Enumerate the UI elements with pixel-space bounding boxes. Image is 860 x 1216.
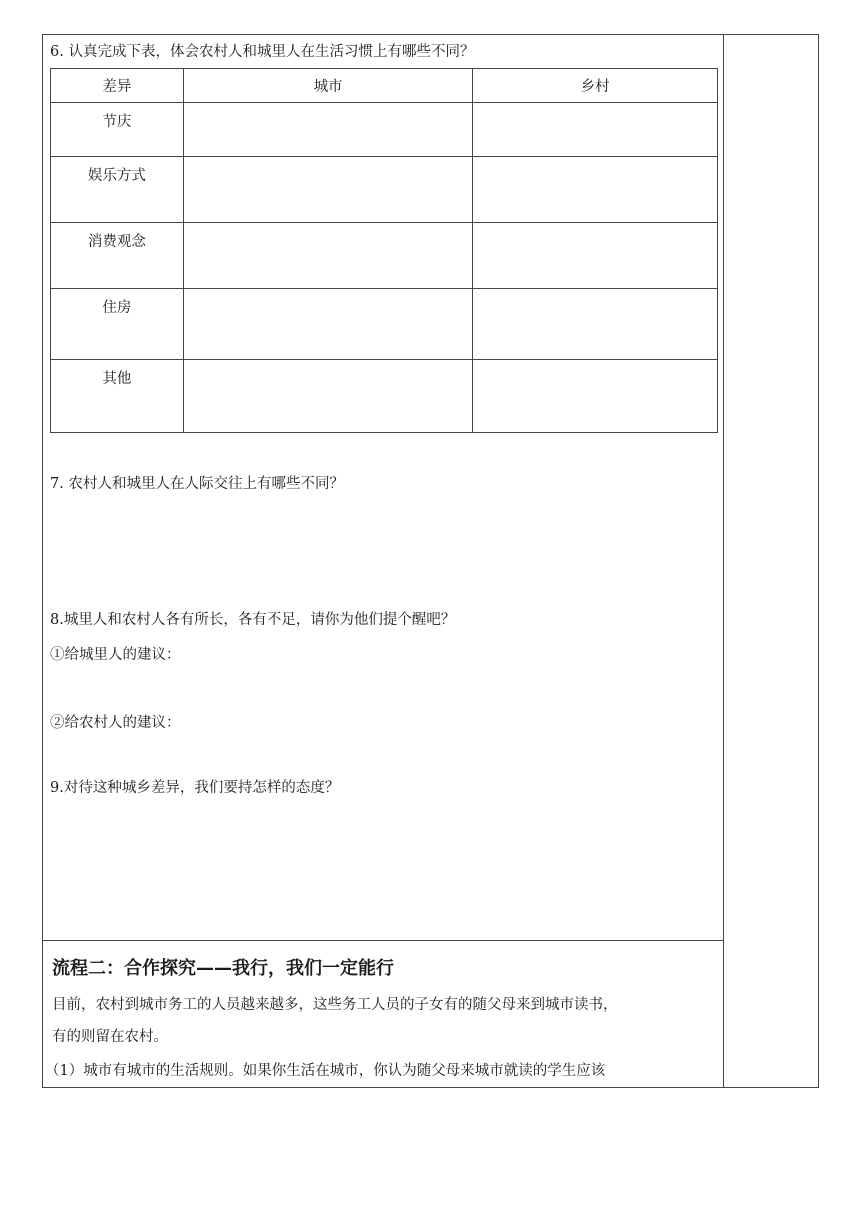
answer-cell-countryside[interactable] xyxy=(473,289,718,360)
table-header-row xyxy=(51,69,718,103)
answer-cell-countryside[interactable] xyxy=(473,360,718,433)
section-divider xyxy=(42,940,724,941)
table-row xyxy=(51,223,718,289)
row-label-consumption: 消费观念 xyxy=(51,223,184,289)
answer-cell-city[interactable] xyxy=(183,289,473,360)
table-row xyxy=(51,360,718,433)
answer-cell-countryside[interactable] xyxy=(473,103,718,157)
question-6: 6. 认真完成下表，体会农村人和城里人在生活习惯上有哪些不同？ xyxy=(50,44,475,60)
row-label-other: 其他 xyxy=(51,360,184,433)
notes-column-divider xyxy=(723,34,724,1088)
header-difference: 差异 xyxy=(51,69,184,103)
section-question-1: （1）城市有城市的生活规则。如果你生活在城市，你认为随父母来城市就读的学生应该 xyxy=(45,1063,606,1079)
question-9: 9.对待这种城乡差异，我们要持怎样的态度？ xyxy=(50,780,340,796)
table-row xyxy=(51,289,718,360)
answer-cell-city[interactable] xyxy=(183,103,473,157)
answer-cell-countryside[interactable] xyxy=(473,157,718,223)
answer-cell-city[interactable] xyxy=(183,360,473,433)
header-city: 城市 xyxy=(183,69,473,103)
answer-cell-city[interactable] xyxy=(183,157,473,223)
row-label-housing: 住房 xyxy=(51,289,184,360)
answer-cell-city[interactable] xyxy=(183,223,473,289)
section-paragraph-line-2: 有的则留在农村。 xyxy=(52,1029,168,1045)
urban-rural-difference-table xyxy=(50,68,718,433)
suggestion-for-city-people: ①给城里人的建议： xyxy=(50,647,181,663)
suggestion-for-rural-people: ②给农村人的建议： xyxy=(50,715,181,731)
table-row xyxy=(51,157,718,223)
row-label-entertainment: 娱乐方式 xyxy=(51,157,184,223)
section-paragraph-line-1: 目前，农村到城市务工的人员越来越多，这些务工人员的子女有的随父母来到城市读书， xyxy=(52,997,618,1013)
header-countryside: 乡村 xyxy=(473,69,718,103)
section-heading: 流程二：合作探究——我行，我们一定能行 xyxy=(52,958,394,979)
table-row xyxy=(51,103,718,157)
row-label-festivals: 节庆 xyxy=(51,103,184,157)
question-7: 7. 农村人和城里人在人际交往上有哪些不同？ xyxy=(50,476,344,492)
answer-cell-countryside[interactable] xyxy=(473,223,718,289)
question-8: 8.城里人和农村人各有所长，各有不足，请你为他们提个醒吧？ xyxy=(50,612,456,628)
